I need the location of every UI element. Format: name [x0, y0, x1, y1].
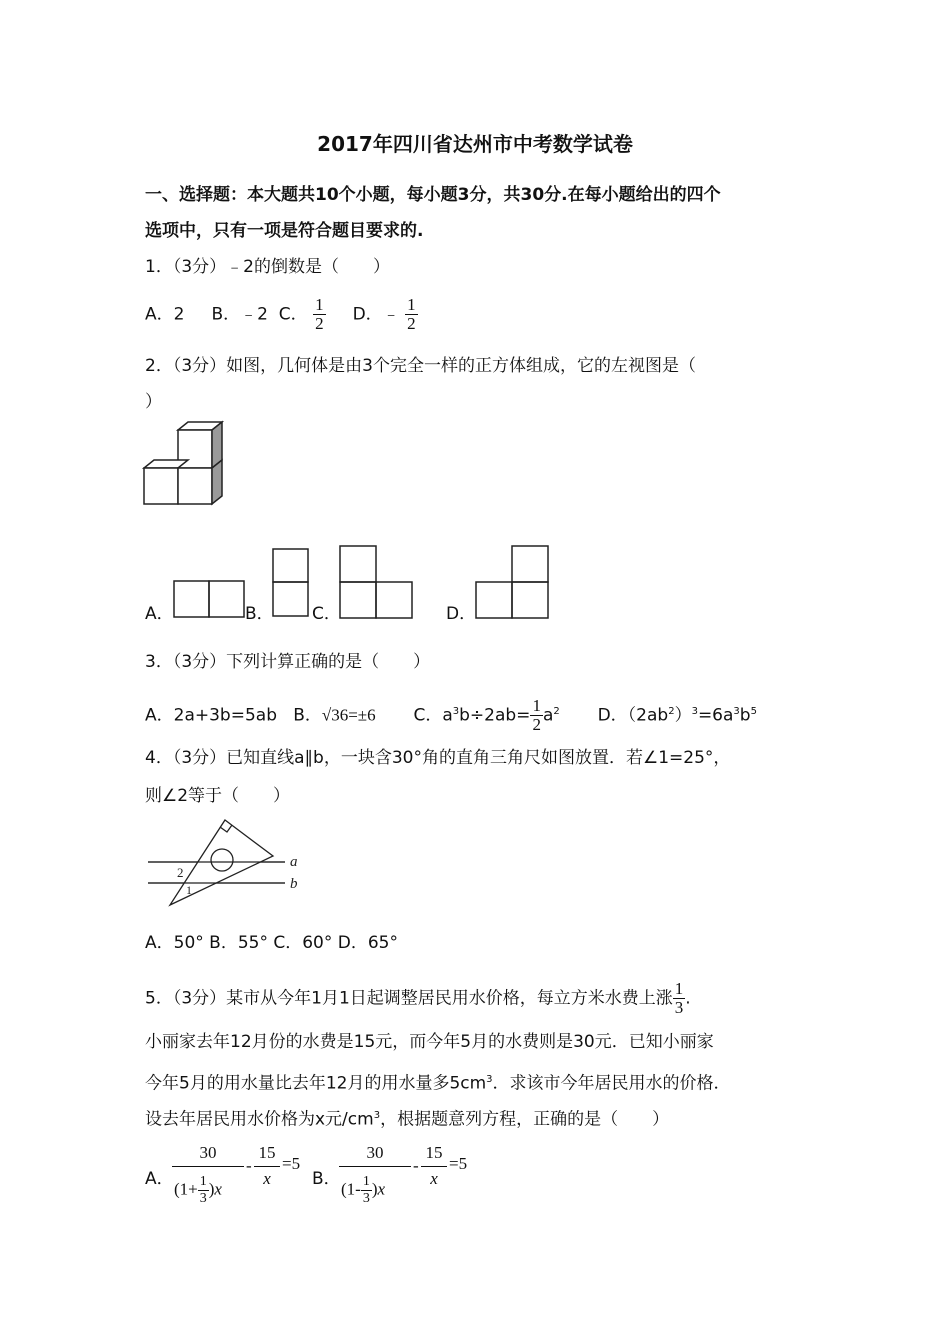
q5-cm3-sup: 3 — [486, 1074, 493, 1085]
q1-option-c: C． — [278, 304, 308, 325]
q5-b-numerator-30: 30 — [366, 1143, 384, 1162]
q5-a-den-open: (1+ — [174, 1179, 198, 1199]
q5-a-eq5: =5 — [282, 1154, 301, 1173]
q2-option-b-figure — [272, 548, 312, 620]
q5-b-numerator-15: 15 — [425, 1143, 443, 1162]
q2-option-c: C． — [312, 604, 341, 624]
q3-c-sup2: 2 — [553, 705, 560, 717]
q2-stem-line2: ） — [145, 392, 162, 412]
q3-option-c-mid: b÷2ab= — [459, 705, 531, 726]
q5-b-minus: - — [413, 1156, 419, 1175]
q5-stem-line3b: ．求该市今年居民用水的价格． — [492, 1073, 731, 1094]
q5-stem-line4b: ，根据题意列方程，正确的是（ ） — [380, 1109, 670, 1130]
q4-figure — [140, 815, 310, 910]
label-angle-1: 1 — [186, 883, 192, 897]
q5-stem-line4a: 设去年居民用水价格为x元/cm — [145, 1109, 374, 1130]
q2-option-c-figure — [339, 545, 415, 621]
q3-options — [145, 697, 757, 734]
section-heading-line2: 选项中，只有一项是符合题目要求的. — [145, 221, 424, 241]
q1-c-denominator: 2 — [315, 314, 324, 333]
q5-option-b-label: B． — [312, 1169, 341, 1189]
q5-stem-line3 — [145, 1068, 731, 1096]
q3-option-c-tail: a — [542, 705, 554, 726]
q3-option-b-expr: √36=±6 — [321, 705, 376, 725]
q4-stem-line2: 则∠2等于（ ） — [145, 786, 291, 806]
q5-rise-denominator: 3 — [674, 998, 684, 1017]
q3-option-d-mid: ） — [674, 705, 692, 726]
q5-a-denominator — [174, 1174, 222, 1207]
q1-option-c-fraction — [313, 296, 326, 333]
q1-option-d: D．﹣ — [352, 304, 400, 325]
q3-option-d-b: b — [739, 705, 751, 726]
q3-stem: 3．（3分）下列计算正确的是（ ） — [145, 652, 431, 672]
q2-cube-figure — [140, 420, 230, 510]
q5-rise-fraction — [673, 980, 686, 1017]
q5-a-den-frac — [198, 1174, 209, 1207]
q2-option-a: A． — [145, 604, 174, 624]
q3-d-sup2: 2 — [668, 705, 675, 717]
q5-b-den-one: 1 — [362, 1174, 370, 1189]
q3-option-d-tail: =6a — [697, 705, 734, 726]
q2-option-a-figure — [173, 580, 245, 620]
q5-a-den-x: x — [214, 1179, 222, 1199]
q5-b-eq5: =5 — [449, 1154, 468, 1173]
q5-a-den-three: 3 — [199, 1191, 207, 1206]
q5-cm3-sup2: 3 — [373, 1110, 381, 1121]
ruler-hole — [211, 849, 233, 871]
q5-b-den-x: x — [377, 1179, 386, 1199]
q1-option-d-fraction — [405, 296, 418, 333]
q1-c-numerator: 1 — [315, 295, 324, 314]
q5-a-den-x2: x — [263, 1169, 271, 1188]
q5-stem-line1-text: 5．（3分）某市从今年1月1日起调整居民用水价格，每立方米水费上涨 — [145, 988, 673, 1009]
q2-option-b: B． — [245, 604, 274, 624]
q3-c-sup3: 3 — [452, 705, 460, 717]
q3-d-sup5: 5 — [750, 705, 757, 717]
q1-d-denominator: 2 — [407, 314, 416, 333]
q5-stem-line3a: 今年5月的用水量比去年12月的用水量多5cm — [145, 1073, 487, 1094]
q3-option-b-label: B． — [293, 705, 322, 726]
q5-stem-line4 — [145, 1104, 669, 1132]
q5-a-den-close: ) — [208, 1179, 215, 1199]
q3-c-numerator: 1 — [532, 696, 541, 715]
q2-option-d-figure — [475, 545, 551, 621]
q5-b-den-three: 3 — [362, 1191, 370, 1206]
q3-option-a: A．2a+3b=5ab — [145, 705, 277, 726]
page-title: 2017年四川省达州市中考数学试卷 — [317, 132, 633, 156]
q5-b-den-frac — [361, 1174, 372, 1207]
q1-options — [145, 296, 418, 333]
label-angle-2: 2 — [177, 865, 184, 880]
q4-stem-line1: 4．（3分）已知直线a∥b，一块含30°角的直角三角尺如图放置．若∠1=25°， — [145, 748, 731, 768]
q5-a-numerator-15: 15 — [258, 1143, 276, 1162]
q5-stem-line2: 小丽家去年12月份的水费是15元，而今年5月的水费则是30元．已知小丽家 — [145, 1032, 714, 1052]
q3-option-c-fraction — [530, 697, 543, 734]
q5-a-den-one: 1 — [199, 1174, 207, 1189]
label-b: b — [290, 876, 298, 892]
q2-stem-line1: 2．（3分）如图，几何体是由3个完全一样的正方体组成，它的左视图是（ — [145, 356, 696, 376]
q4-options: A．50° B．55° C．60° D．65° — [145, 933, 398, 953]
q5-b-den-open: (1- — [341, 1179, 361, 1199]
q5-a-minus: - — [246, 1156, 252, 1175]
q5-stem-line1: 5．（3分）某市从今年1月1日起调整居民用水价格，每立方米水费上涨 $\frac{1}{3}$ . — [145, 979, 691, 1017]
q3-option-d-prefix: D．（2ab — [597, 705, 669, 726]
label-a: a — [290, 854, 298, 870]
q5-rise-numerator: 1 — [674, 979, 684, 998]
q3-option-c-prefix: C．a — [413, 705, 453, 726]
q1-option-a: A．2 — [145, 304, 185, 325]
q5-b-denominator — [341, 1174, 385, 1207]
q5-option-a-label: A． — [145, 1169, 174, 1189]
q1-d-numerator: 1 — [407, 295, 416, 314]
q3-d-sup3a: 3 — [691, 705, 698, 717]
q1-stem: 1．（3分）﹣2的倒数是（ ） — [145, 257, 390, 277]
q1-option-b: B．﹣2 — [211, 304, 268, 325]
q5-a-numerator-30: 30 — [199, 1143, 217, 1162]
q5-b-den-close: ) — [371, 1179, 378, 1199]
section-heading-line1: 一、选择题：本大题共10个小题，每小题3分，共30分.在每小题给出的四个 — [145, 185, 721, 205]
q5-b-den-x2: x — [430, 1169, 438, 1188]
q2-option-d: D． — [446, 604, 477, 624]
q3-c-denominator: 2 — [532, 715, 541, 734]
q3-d-sup3b: 3 — [733, 705, 740, 717]
